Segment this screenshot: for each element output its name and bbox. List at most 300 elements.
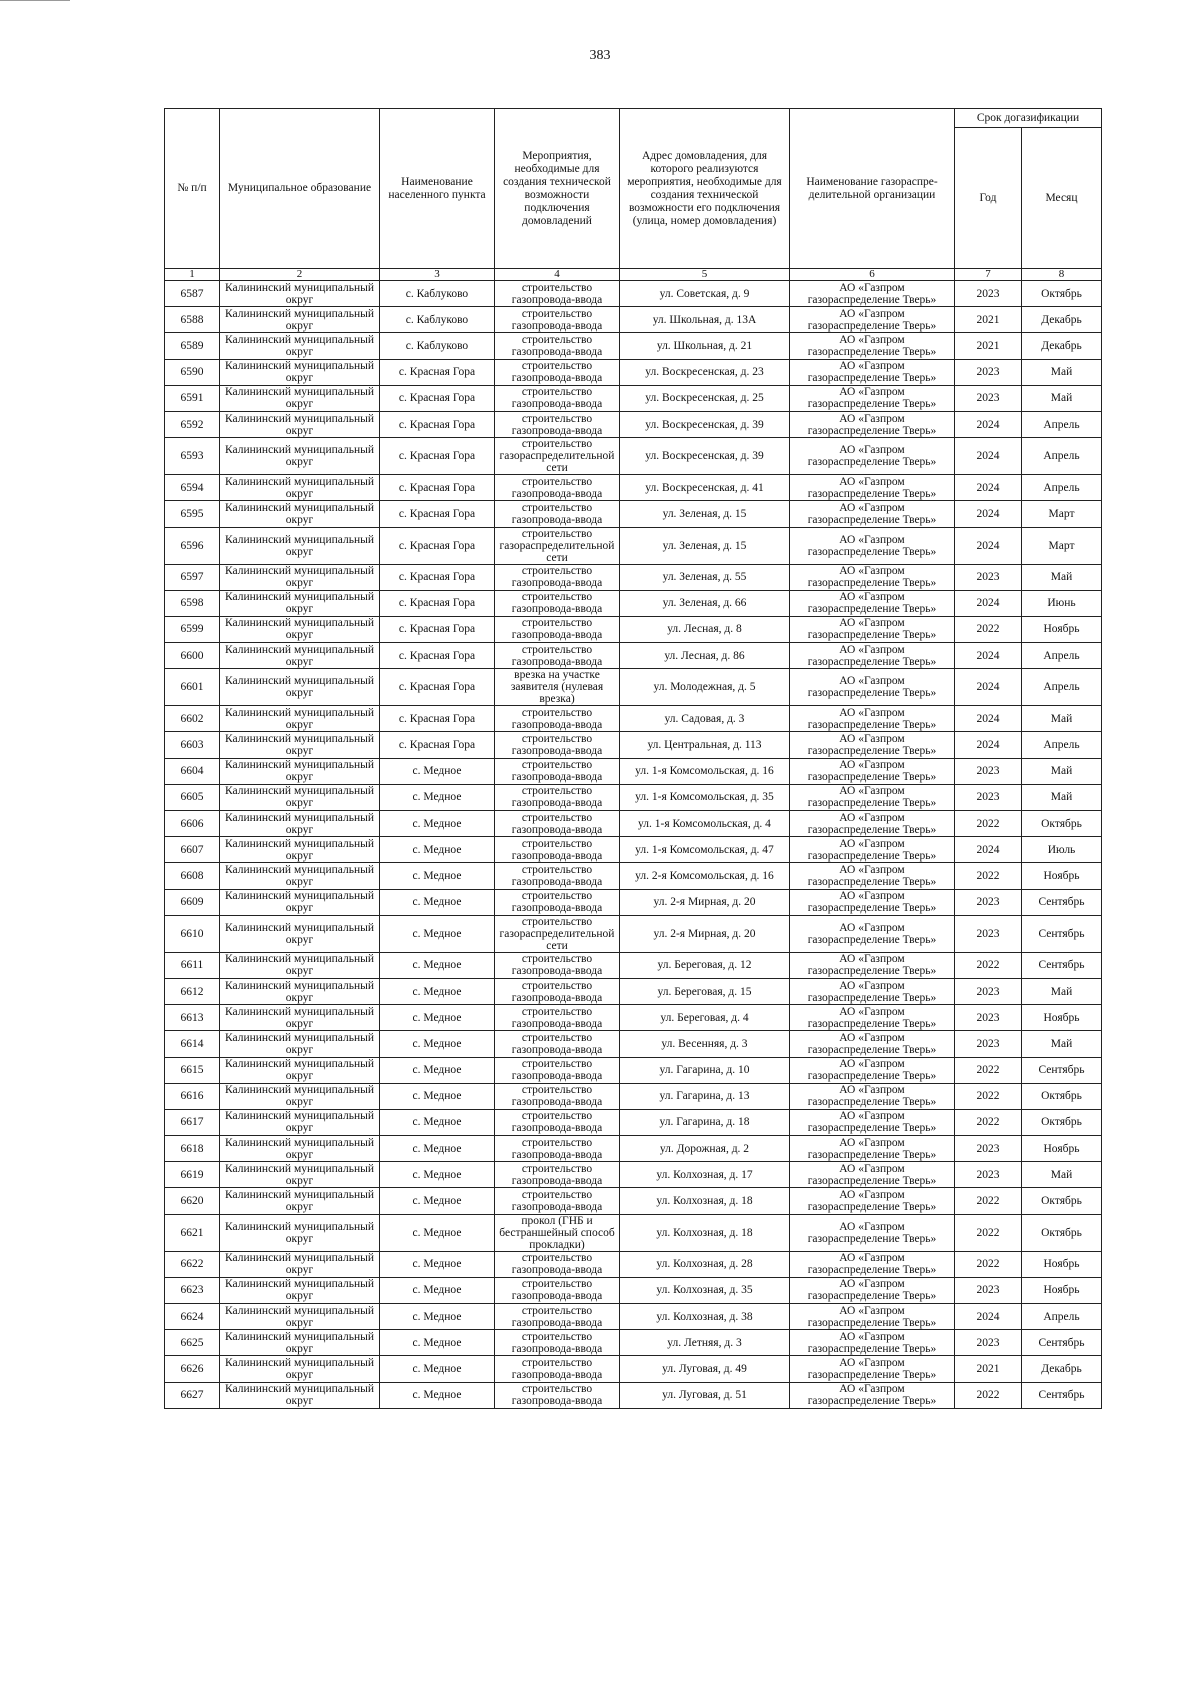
year-cell: 2022 — [955, 1083, 1022, 1109]
gdo-cell: АО «Газпром газораспределение Тверь» — [790, 889, 955, 915]
gdo-cell: АО «Газпром газораспределение Тверь» — [790, 978, 955, 1004]
month-cell: Май — [1022, 1162, 1102, 1188]
row-number: 6587 — [165, 281, 220, 307]
year-cell: 2023 — [955, 385, 1022, 411]
address-cell: ул. 2-я Комсомольская, д. 16 — [620, 863, 790, 889]
address-cell: ул. Лесная, д. 8 — [620, 616, 790, 642]
address-cell: ул. Весенняя, д. 3 — [620, 1031, 790, 1057]
measure-cell: строительство газопровода-ввода — [495, 643, 620, 669]
month-cell: Май — [1022, 706, 1102, 732]
table-row — [165, 307, 1102, 333]
row-number: 6620 — [165, 1188, 220, 1214]
year-cell: 2024 — [955, 438, 1022, 475]
row-number: 6627 — [165, 1382, 220, 1408]
address-cell: ул. Гагарина, д. 10 — [620, 1057, 790, 1083]
measure-cell: строительство газопровода-ввода — [495, 1005, 620, 1031]
year-cell: 2022 — [955, 1214, 1022, 1251]
row-number: 6607 — [165, 837, 220, 863]
gdo-cell: АО «Газпром газораспределение Тверь» — [790, 1277, 955, 1303]
row-number: 6598 — [165, 590, 220, 616]
month-cell: Март — [1022, 501, 1102, 527]
gdo-cell: АО «Газпром газораспределение Тверь» — [790, 527, 955, 564]
table-row — [165, 359, 1102, 385]
table-row — [165, 811, 1102, 837]
municipality-cell: Калининский муниципальный округ — [220, 1330, 380, 1356]
month-cell: Ноябрь — [1022, 1251, 1102, 1277]
column-number-row — [165, 269, 1102, 281]
month-cell: Октябрь — [1022, 1083, 1102, 1109]
address-cell: ул. Зеленая, д. 15 — [620, 501, 790, 527]
header-month: Месяц — [1022, 128, 1102, 269]
row-number: 6619 — [165, 1162, 220, 1188]
address-cell: ул. Луговая, д. 51 — [620, 1382, 790, 1408]
month-cell: Сентябрь — [1022, 1382, 1102, 1408]
year-cell: 2022 — [955, 1251, 1022, 1277]
row-number: 6597 — [165, 564, 220, 590]
table-row — [165, 1136, 1102, 1162]
settlement-cell: с. Красная Гора — [380, 475, 495, 501]
table-row — [165, 784, 1102, 810]
gdo-cell: АО «Газпром газораспределение Тверь» — [790, 411, 955, 437]
gdo-cell: АО «Газпром газораспределение Тверь» — [790, 438, 955, 475]
month-cell: Сентябрь — [1022, 952, 1102, 978]
municipality-cell: Калининский муниципальный округ — [220, 501, 380, 527]
row-number: 6592 — [165, 411, 220, 437]
settlement-cell: с. Медное — [380, 837, 495, 863]
table-row — [165, 501, 1102, 527]
municipality-cell: Калининский муниципальный округ — [220, 669, 380, 706]
measure-cell: строительство газопровода-ввода — [495, 889, 620, 915]
month-cell: Ноябрь — [1022, 1005, 1102, 1031]
row-number: 6614 — [165, 1031, 220, 1057]
header-settlement: Наименование населенного пункта — [380, 109, 495, 269]
settlement-cell: с. Медное — [380, 758, 495, 784]
municipality-cell: Калининский муниципальный округ — [220, 915, 380, 952]
measure-cell: строительство газопровода-ввода — [495, 385, 620, 411]
row-number: 6589 — [165, 333, 220, 359]
address-cell: ул. Гагарина, д. 18 — [620, 1109, 790, 1135]
table-row — [165, 1330, 1102, 1356]
municipality-cell: Калининский муниципальный округ — [220, 307, 380, 333]
col-number: 4 — [495, 269, 620, 281]
municipality-cell: Калининский муниципальный округ — [220, 475, 380, 501]
row-number: 6617 — [165, 1109, 220, 1135]
address-cell: ул. 1-я Комсомольская, д. 47 — [620, 837, 790, 863]
header-address: Адрес домовладения, для которого реализуются мероприятия, необходимые для создания технической возможности его подключения (улица, номер домовладения) — [620, 109, 790, 269]
measure-cell: строительство газораспределительной сети — [495, 527, 620, 564]
scan-edge-mark — [0, 0, 70, 3]
measure-cell: строительство газопровода-ввода — [495, 616, 620, 642]
municipality-cell: Калининский муниципальный округ — [220, 564, 380, 590]
table-row — [165, 333, 1102, 359]
measure-cell: строительство газопровода-ввода — [495, 1277, 620, 1303]
settlement-cell: с. Красная Гора — [380, 643, 495, 669]
measure-cell: строительство газопровода-ввода — [495, 863, 620, 889]
municipality-cell: Калининский муниципальный округ — [220, 1109, 380, 1135]
settlement-cell: с. Красная Гора — [380, 385, 495, 411]
month-cell: Апрель — [1022, 1304, 1102, 1330]
month-cell: Сентябрь — [1022, 915, 1102, 952]
year-cell: 2023 — [955, 978, 1022, 1004]
settlement-cell: с. Красная Гора — [380, 616, 495, 642]
gdo-cell: АО «Газпром газораспределение Тверь» — [790, 1136, 955, 1162]
table-row — [165, 1214, 1102, 1251]
year-cell: 2023 — [955, 281, 1022, 307]
gdo-cell: АО «Газпром газораспределение Тверь» — [790, 952, 955, 978]
col-number: 1 — [165, 269, 220, 281]
gdo-cell: АО «Газпром газораспределение Тверь» — [790, 590, 955, 616]
col-number: 8 — [1022, 269, 1102, 281]
municipality-cell: Калининский муниципальный округ — [220, 1382, 380, 1408]
settlement-cell: с. Медное — [380, 1162, 495, 1188]
table-row — [165, 281, 1102, 307]
year-cell: 2022 — [955, 811, 1022, 837]
row-number: 6603 — [165, 732, 220, 758]
row-number: 6602 — [165, 706, 220, 732]
table-row — [165, 1382, 1102, 1408]
measure-cell: строительство газопровода-ввода — [495, 1188, 620, 1214]
year-cell: 2023 — [955, 359, 1022, 385]
measure-cell: строительство газопровода-ввода — [495, 1382, 620, 1408]
table-row — [165, 915, 1102, 952]
year-cell: 2024 — [955, 501, 1022, 527]
gdo-cell: АО «Газпром газораспределение Тверь» — [790, 281, 955, 307]
measure-cell: строительство газопровода-ввода — [495, 281, 620, 307]
page-number: 383 — [589, 48, 611, 63]
col-number: 7 — [955, 269, 1022, 281]
year-cell: 2024 — [955, 669, 1022, 706]
table-body — [165, 281, 1102, 1409]
row-number: 6591 — [165, 385, 220, 411]
year-cell: 2022 — [955, 1109, 1022, 1135]
table-row — [165, 564, 1102, 590]
gdo-cell: АО «Газпром газораспределение Тверь» — [790, 616, 955, 642]
row-number: 6613 — [165, 1005, 220, 1031]
address-cell: ул. Колхозная, д. 18 — [620, 1188, 790, 1214]
year-cell: 2022 — [955, 1382, 1022, 1408]
col-number: 6 — [790, 269, 955, 281]
gdo-cell: АО «Газпром газораспределение Тверь» — [790, 1005, 955, 1031]
measure-cell: строительство газопровода-ввода — [495, 732, 620, 758]
address-cell: ул. Гагарина, д. 13 — [620, 1083, 790, 1109]
year-cell: 2023 — [955, 1005, 1022, 1031]
month-cell: Апрель — [1022, 411, 1102, 437]
row-number: 6596 — [165, 527, 220, 564]
measure-cell: строительство газопровода-ввода — [495, 1330, 620, 1356]
municipality-cell: Калининский муниципальный округ — [220, 333, 380, 359]
row-number: 6625 — [165, 1330, 220, 1356]
municipality-cell: Калининский муниципальный округ — [220, 1214, 380, 1251]
gdo-cell: АО «Газпром газораспределение Тверь» — [790, 307, 955, 333]
row-number: 6606 — [165, 811, 220, 837]
settlement-cell: с. Красная Гора — [380, 732, 495, 758]
measure-cell: строительство газопровода-ввода — [495, 1136, 620, 1162]
gdo-cell: АО «Газпром газораспределение Тверь» — [790, 1083, 955, 1109]
table-row — [165, 1188, 1102, 1214]
table-row — [165, 438, 1102, 475]
year-cell: 2023 — [955, 564, 1022, 590]
year-cell: 2023 — [955, 1031, 1022, 1057]
month-cell: Май — [1022, 758, 1102, 784]
year-cell: 2024 — [955, 837, 1022, 863]
gdo-cell: АО «Газпром газораспределение Тверь» — [790, 784, 955, 810]
address-cell: ул. Школьная, д. 21 — [620, 333, 790, 359]
measure-cell: строительство газопровода-ввода — [495, 1109, 620, 1135]
municipality-cell: Калининский муниципальный округ — [220, 616, 380, 642]
gdo-cell: АО «Газпром газораспределение Тверь» — [790, 1330, 955, 1356]
municipality-cell: Калининский муниципальный округ — [220, 590, 380, 616]
gdo-cell: АО «Газпром газораспределение Тверь» — [790, 643, 955, 669]
row-number: 6609 — [165, 889, 220, 915]
month-cell: Сентябрь — [1022, 889, 1102, 915]
address-cell: ул. Колхозная, д. 38 — [620, 1304, 790, 1330]
measure-cell: строительство газопровода-ввода — [495, 811, 620, 837]
table-row — [165, 706, 1102, 732]
month-cell: Май — [1022, 978, 1102, 1004]
row-number: 6608 — [165, 863, 220, 889]
row-number: 6599 — [165, 616, 220, 642]
year-cell: 2022 — [955, 1188, 1022, 1214]
address-cell: ул. 1-я Комсомольская, д. 35 — [620, 784, 790, 810]
month-cell: Ноябрь — [1022, 1136, 1102, 1162]
address-cell: ул. Зеленая, д. 55 — [620, 564, 790, 590]
month-cell: Октябрь — [1022, 1109, 1102, 1135]
year-cell: 2021 — [955, 1356, 1022, 1382]
settlement-cell: с. Красная Гора — [380, 527, 495, 564]
municipality-cell: Калининский муниципальный округ — [220, 527, 380, 564]
year-cell: 2024 — [955, 527, 1022, 564]
address-cell: ул. 2-я Мирная, д. 20 — [620, 915, 790, 952]
address-cell: ул. Воскресенская, д. 41 — [620, 475, 790, 501]
measure-cell: строительство газопровода-ввода — [495, 411, 620, 437]
gdo-cell: АО «Газпром газораспределение Тверь» — [790, 669, 955, 706]
month-cell: Декабрь — [1022, 307, 1102, 333]
settlement-cell: с. Медное — [380, 978, 495, 1004]
municipality-cell: Калининский муниципальный округ — [220, 643, 380, 669]
municipality-cell: Калининский муниципальный округ — [220, 1162, 380, 1188]
measure-cell: строительство газопровода-ввода — [495, 1162, 620, 1188]
measure-cell: врезка на участке заявителя (нулевая врезка) — [495, 669, 620, 706]
municipality-cell: Калининский муниципальный округ — [220, 837, 380, 863]
settlement-cell: с. Медное — [380, 1277, 495, 1303]
municipality-cell: Калининский муниципальный округ — [220, 889, 380, 915]
year-cell: 2023 — [955, 1162, 1022, 1188]
row-number: 6600 — [165, 643, 220, 669]
gdo-cell: АО «Газпром газораспределение Тверь» — [790, 475, 955, 501]
municipality-cell: Калининский муниципальный округ — [220, 784, 380, 810]
gasification-table — [164, 108, 1102, 1409]
settlement-cell: с. Каблуково — [380, 281, 495, 307]
municipality-cell: Калининский муниципальный округ — [220, 811, 380, 837]
month-cell: Май — [1022, 784, 1102, 810]
gdo-cell: АО «Газпром газораспределение Тверь» — [790, 706, 955, 732]
municipality-cell: Калининский муниципальный округ — [220, 1356, 380, 1382]
month-cell: Октябрь — [1022, 281, 1102, 307]
settlement-cell: с. Медное — [380, 1136, 495, 1162]
month-cell: Ноябрь — [1022, 863, 1102, 889]
year-cell: 2024 — [955, 590, 1022, 616]
gdo-cell: АО «Газпром газораспределение Тверь» — [790, 837, 955, 863]
month-cell: Май — [1022, 359, 1102, 385]
settlement-cell: с. Красная Гора — [380, 669, 495, 706]
year-cell: 2024 — [955, 411, 1022, 437]
gdo-cell: АО «Газпром газораспределение Тверь» — [790, 1304, 955, 1330]
header-term: Срок догазификации — [955, 109, 1102, 128]
measure-cell: строительство газопровода-ввода — [495, 1031, 620, 1057]
address-cell: ул. Колхозная, д. 28 — [620, 1251, 790, 1277]
municipality-cell: Калининский муниципальный округ — [220, 1005, 380, 1031]
municipality-cell: Калининский муниципальный округ — [220, 952, 380, 978]
table-row — [165, 1031, 1102, 1057]
settlement-cell: с. Медное — [380, 1005, 495, 1031]
month-cell: Декабрь — [1022, 333, 1102, 359]
row-number: 6611 — [165, 952, 220, 978]
year-cell: 2023 — [955, 915, 1022, 952]
year-cell: 2023 — [955, 1136, 1022, 1162]
header-num: № п/п — [165, 109, 220, 269]
address-cell: ул. 2-я Мирная, д. 20 — [620, 889, 790, 915]
gdo-cell: АО «Газпром газораспределение Тверь» — [790, 1162, 955, 1188]
measure-cell: строительство газопровода-ввода — [495, 1083, 620, 1109]
document-sheet — [164, 108, 1102, 1409]
settlement-cell: с. Медное — [380, 784, 495, 810]
address-cell: ул. Береговая, д. 12 — [620, 952, 790, 978]
gdo-cell: АО «Газпром газораспределение Тверь» — [790, 501, 955, 527]
measure-cell: строительство газопровода-ввода — [495, 564, 620, 590]
gdo-cell: АО «Газпром газораспределение Тверь» — [790, 1031, 955, 1057]
row-number: 6594 — [165, 475, 220, 501]
table-row — [165, 1083, 1102, 1109]
month-cell: Май — [1022, 385, 1102, 411]
table-row — [165, 978, 1102, 1004]
gdo-cell: АО «Газпром газораспределение Тверь» — [790, 732, 955, 758]
municipality-cell: Калининский муниципальный округ — [220, 411, 380, 437]
municipality-cell: Калининский муниципальный округ — [220, 978, 380, 1004]
year-cell: 2022 — [955, 952, 1022, 978]
settlement-cell: с. Медное — [380, 1304, 495, 1330]
settlement-cell: с. Медное — [380, 1083, 495, 1109]
municipality-cell: Калининский муниципальный округ — [220, 1083, 380, 1109]
address-cell: ул. Садовая, д. 3 — [620, 706, 790, 732]
settlement-cell: с. Медное — [380, 1057, 495, 1083]
month-cell: Апрель — [1022, 438, 1102, 475]
measure-cell: строительство газопровода-ввода — [495, 1356, 620, 1382]
settlement-cell: с. Красная Гора — [380, 501, 495, 527]
address-cell: ул. Центральная, д. 113 — [620, 732, 790, 758]
gdo-cell: АО «Газпром газораспределение Тверь» — [790, 333, 955, 359]
row-number: 6588 — [165, 307, 220, 333]
gdo-cell: АО «Газпром газораспределение Тверь» — [790, 915, 955, 952]
settlement-cell: с. Красная Гора — [380, 706, 495, 732]
settlement-cell: с. Медное — [380, 1188, 495, 1214]
settlement-cell: с. Медное — [380, 1214, 495, 1251]
address-cell: ул. Зеленая, д. 15 — [620, 527, 790, 564]
header-measures: Мероприятия, необходимые для создания технической возможности подключения домовладений — [495, 109, 620, 269]
year-cell: 2021 — [955, 307, 1022, 333]
month-cell: Октябрь — [1022, 1188, 1102, 1214]
header-year: Год — [955, 128, 1022, 269]
settlement-cell: с. Медное — [380, 1356, 495, 1382]
table-row — [165, 385, 1102, 411]
municipality-cell: Калининский муниципальный округ — [220, 863, 380, 889]
measure-cell: прокол (ГНБ и бестраншейный способ прокладки) — [495, 1214, 620, 1251]
measure-cell: строительство газопровода-ввода — [495, 837, 620, 863]
month-cell: Июль — [1022, 837, 1102, 863]
gdo-cell: АО «Газпром газораспределение Тверь» — [790, 1382, 955, 1408]
measure-cell: строительство газопровода-ввода — [495, 359, 620, 385]
month-cell: Апрель — [1022, 732, 1102, 758]
col-number: 3 — [380, 269, 495, 281]
address-cell: ул. Луговая, д. 49 — [620, 1356, 790, 1382]
table-row — [165, 758, 1102, 784]
table-row — [165, 475, 1102, 501]
gdo-cell: АО «Газпром газораспределение Тверь» — [790, 1356, 955, 1382]
measure-cell: строительство газопровода-ввода — [495, 501, 620, 527]
gdo-cell: АО «Газпром газораспределение Тверь» — [790, 863, 955, 889]
gdo-cell: АО «Газпром газораспределение Тверь» — [790, 758, 955, 784]
address-cell: ул. Береговая, д. 15 — [620, 978, 790, 1004]
address-cell: ул. Дорожная, д. 2 — [620, 1136, 790, 1162]
year-cell: 2023 — [955, 889, 1022, 915]
settlement-cell: с. Красная Гора — [380, 411, 495, 437]
settlement-cell: с. Красная Гора — [380, 590, 495, 616]
table-row — [165, 863, 1102, 889]
gdo-cell: АО «Газпром газораспределение Тверь» — [790, 564, 955, 590]
measure-cell: строительство газопровода-ввода — [495, 1251, 620, 1277]
measure-cell: строительство газопровода-ввода — [495, 784, 620, 810]
year-cell: 2024 — [955, 1304, 1022, 1330]
municipality-cell: Калининский муниципальный округ — [220, 359, 380, 385]
settlement-cell: с. Красная Гора — [380, 438, 495, 475]
header-gdo: Наименование газораспре-делительной организации — [790, 109, 955, 269]
settlement-cell: с. Медное — [380, 1109, 495, 1135]
gdo-cell: АО «Газпром газораспределение Тверь» — [790, 1188, 955, 1214]
table-row — [165, 643, 1102, 669]
month-cell: Июнь — [1022, 590, 1102, 616]
month-cell: Октябрь — [1022, 1214, 1102, 1251]
year-cell: 2023 — [955, 758, 1022, 784]
month-cell: Апрель — [1022, 669, 1102, 706]
municipality-cell: Калининский муниципальный округ — [220, 758, 380, 784]
address-cell: ул. 1-я Комсомольская, д. 16 — [620, 758, 790, 784]
table-row — [165, 1277, 1102, 1303]
municipality-cell: Калининский муниципальный округ — [220, 1188, 380, 1214]
year-cell: 2024 — [955, 475, 1022, 501]
month-cell: Ноябрь — [1022, 616, 1102, 642]
gdo-cell: АО «Газпром газораспределение Тверь» — [790, 1057, 955, 1083]
year-cell: 2022 — [955, 1057, 1022, 1083]
municipality-cell: Калининский муниципальный округ — [220, 1277, 380, 1303]
gdo-cell: АО «Газпром газораспределение Тверь» — [790, 1109, 955, 1135]
table-row — [165, 1005, 1102, 1031]
table-row — [165, 669, 1102, 706]
measure-cell: строительство газораспределительной сети — [495, 915, 620, 952]
header-municipality: Муниципальное образование — [220, 109, 380, 269]
address-cell: ул. Колхозная, д. 18 — [620, 1214, 790, 1251]
address-cell: ул. Береговая, д. 4 — [620, 1005, 790, 1031]
municipality-cell: Калининский муниципальный округ — [220, 732, 380, 758]
settlement-cell: с. Медное — [380, 1382, 495, 1408]
address-cell: ул. Колхозная, д. 17 — [620, 1162, 790, 1188]
address-cell: ул. Воскресенская, д. 25 — [620, 385, 790, 411]
address-cell: ул. Зеленая, д. 66 — [620, 590, 790, 616]
year-cell: 2024 — [955, 643, 1022, 669]
address-cell: ул. Советская, д. 9 — [620, 281, 790, 307]
month-cell: Апрель — [1022, 643, 1102, 669]
municipality-cell: Калининский муниципальный округ — [220, 1304, 380, 1330]
settlement-cell: с. Медное — [380, 889, 495, 915]
year-cell: 2023 — [955, 784, 1022, 810]
